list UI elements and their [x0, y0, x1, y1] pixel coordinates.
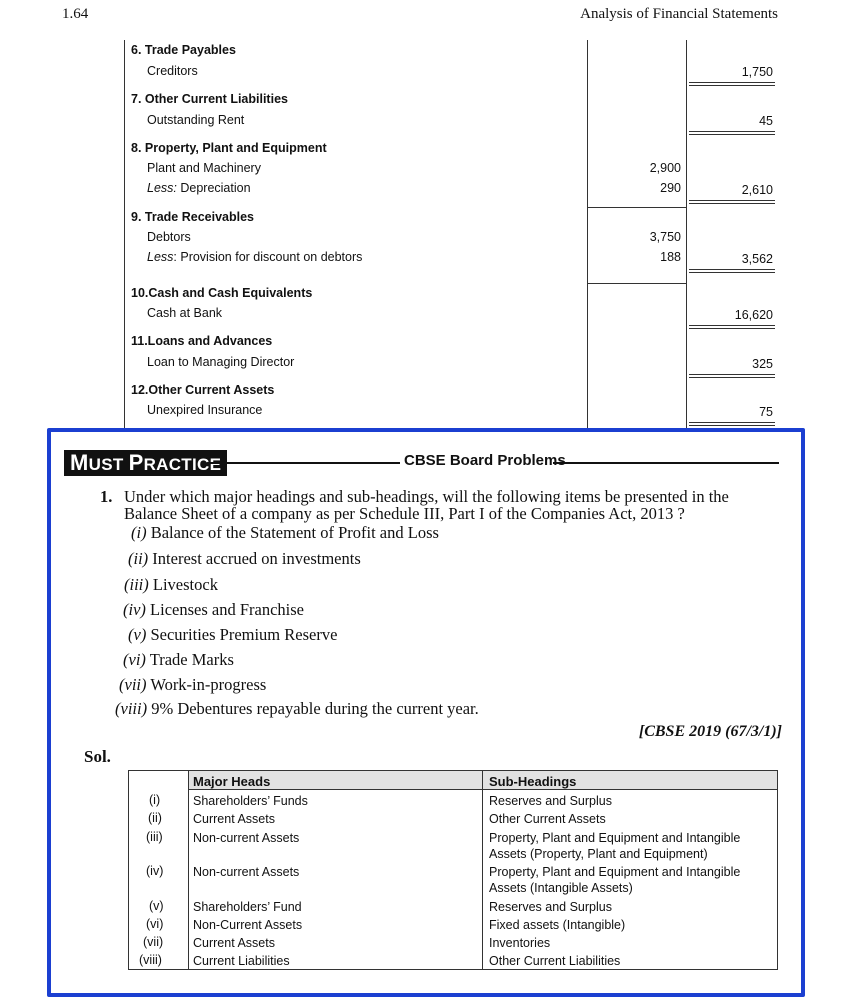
- row-sub: Property, Plant and Equipment and Intangible Assets (Property, Plant and Equipment): [489, 831, 741, 861]
- note-item: Cash at Bank: [147, 306, 223, 320]
- note-title: 7. Other Current Liabilities: [131, 92, 288, 106]
- total-rule: [689, 203, 775, 204]
- row-number: (i): [149, 793, 161, 807]
- question-item: (vii) Work-in-progress: [119, 675, 267, 694]
- note-item: Plant and Machinery: [147, 161, 261, 175]
- column-divider: [686, 40, 687, 429]
- row-major: Non-current Assets: [193, 865, 300, 879]
- question-item: (v) Securities Premium Reserve: [128, 625, 338, 644]
- header-major-heads: Major Heads: [193, 774, 271, 789]
- row-major: Shareholders’ Fund: [193, 900, 302, 914]
- row-sub: Fixed assets (Intangible): [489, 918, 626, 932]
- total-rule: [689, 131, 775, 132]
- total-rule: [689, 269, 775, 270]
- note-amount: 325: [752, 357, 773, 371]
- row-sub: Reserves and Surplus: [489, 794, 612, 808]
- note-subamount: 290: [660, 181, 681, 195]
- note-amount: 1,750: [741, 65, 773, 79]
- note-amount: 75: [759, 405, 773, 419]
- question-item: (iii) Livestock: [124, 575, 218, 594]
- row-number: (v): [149, 899, 164, 913]
- total-rule: [689, 422, 775, 423]
- section-rule: [208, 462, 400, 464]
- question-number: 1.: [100, 487, 113, 506]
- note-subamount: 3,750: [649, 230, 681, 244]
- row-sub: Other Current Assets: [489, 812, 606, 826]
- row-major: Non-current Assets: [193, 831, 300, 845]
- page-number: 1.64: [62, 6, 89, 22]
- row-major: Current Assets: [193, 812, 275, 826]
- note-title: 6. Trade Payables: [131, 43, 236, 57]
- row-divider: [587, 283, 686, 284]
- total-rule: [689, 272, 775, 273]
- note-amount: 16,620: [734, 308, 773, 322]
- note-item: Less: Depreciation: [147, 181, 251, 195]
- note-item: Debtors: [147, 230, 191, 244]
- note-subamount: 188: [660, 250, 681, 264]
- total-rule: [689, 200, 775, 201]
- note-title: 10.Cash and Cash Equivalents: [131, 286, 313, 300]
- row-number: (vii): [143, 935, 164, 949]
- question-item: (vi) Trade Marks: [123, 650, 234, 669]
- question-item: (i) Balance of the Statement of Profit and Loss: [131, 523, 439, 542]
- row-major: Current Liabilities: [193, 954, 290, 968]
- row-number: (ii): [148, 811, 162, 825]
- row-major: Shareholders’ Funds: [193, 794, 308, 808]
- row-sub: Reserves and Surplus: [489, 900, 612, 914]
- column-divider: [587, 40, 588, 429]
- note-item: Creditors: [147, 64, 198, 78]
- question-text: Under which major headings and sub-headings, will the following items be presented in the Balance Sheet of a company as per Schedule III, Part I of the Companies Act, 2013 ?: [124, 487, 729, 523]
- note-item: Less: Provision for discount on debtors: [147, 250, 363, 264]
- question-item: (iv) Licenses and Franchise: [123, 600, 304, 619]
- note-amount: 45: [759, 114, 773, 128]
- row-number: (vi): [146, 917, 164, 931]
- note-item: Outstanding Rent: [147, 113, 245, 127]
- total-rule: [689, 374, 775, 375]
- section-rule: [553, 462, 779, 464]
- note-title: 12.Other Current Assets: [131, 383, 275, 397]
- section-title: CBSE Board Problems: [404, 452, 566, 469]
- must-practice-badge: MUST PRACTICE: [64, 450, 227, 476]
- question-item: (ii) Interest accrued on investments: [128, 549, 361, 568]
- question-item: (viii) 9% Debentures repayable during the current year.: [115, 699, 479, 718]
- row-major: Non-Current Assets: [193, 918, 303, 932]
- solution-table: [128, 770, 778, 970]
- header-rule: [188, 789, 777, 790]
- note-item: Unexpired Insurance: [147, 403, 263, 417]
- question-reference: [CBSE 2019 (67/3/1)]: [638, 723, 782, 740]
- note-amount: 2,610: [741, 183, 773, 197]
- note-title: 8. Property, Plant and Equipment: [131, 141, 327, 155]
- note-item: Loan to Managing Director: [147, 355, 295, 369]
- column-divider: [188, 771, 189, 969]
- column-divider: [482, 771, 483, 969]
- total-rule: [689, 85, 775, 86]
- row-major: Current Assets: [193, 936, 275, 950]
- row-number: (viii): [139, 953, 162, 967]
- note-title: 9. Trade Receivables: [131, 210, 254, 224]
- note-amount: 3,562: [741, 252, 773, 266]
- row-divider: [587, 207, 686, 208]
- row-number: (iv): [146, 864, 164, 878]
- note-title: 11.Loans and Advances: [131, 334, 273, 348]
- row-sub: Other Current Liabilities: [489, 954, 621, 968]
- total-rule: [689, 82, 775, 83]
- solution-label: Sol.: [84, 747, 111, 766]
- note-subamount: 2,900: [649, 161, 681, 175]
- total-rule: [689, 134, 775, 135]
- running-title: Analysis of Financial Statements: [580, 6, 778, 22]
- total-rule: [689, 425, 775, 426]
- notes-table: [124, 40, 777, 429]
- row-number: (iii): [146, 830, 163, 844]
- total-rule: [689, 325, 775, 326]
- total-rule: [689, 328, 775, 329]
- row-sub: Property, Plant and Equipment and Intangible Assets (Intangible Assets): [489, 865, 741, 895]
- row-sub: Inventories: [489, 936, 551, 950]
- total-rule: [689, 377, 775, 378]
- header-sub-headings: Sub-Headings: [489, 774, 577, 789]
